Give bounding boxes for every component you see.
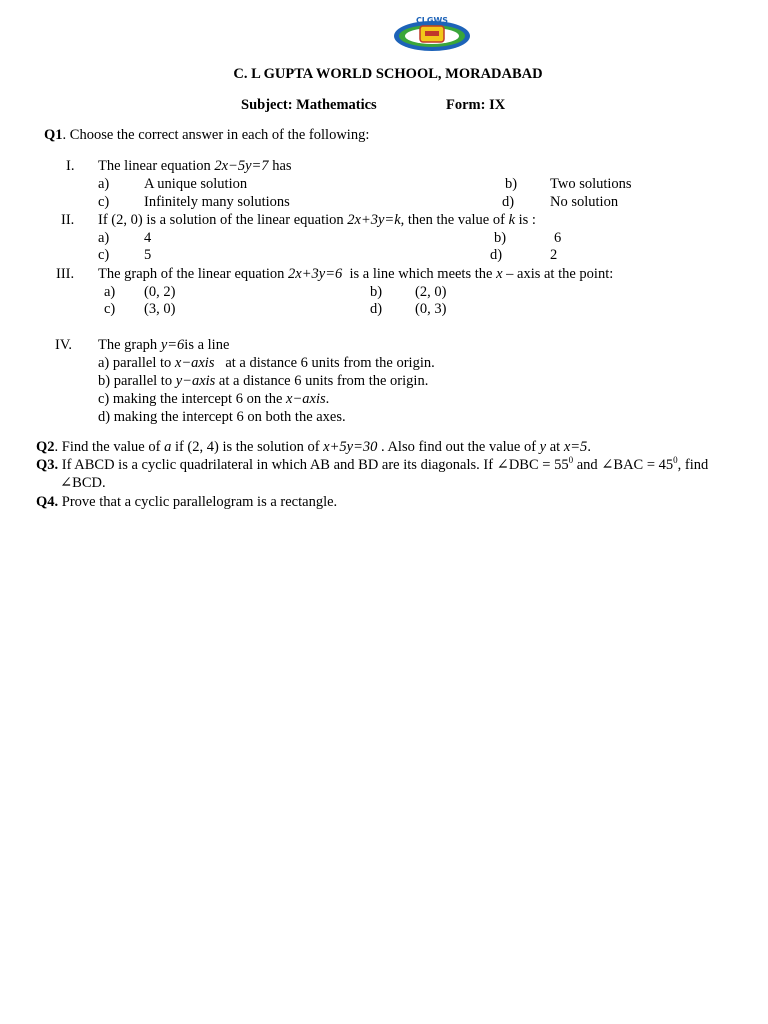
q1-ii-d-text: 2 — [550, 247, 558, 263]
q1-ii-a-text: 4 — [144, 230, 152, 246]
q1-i-b-text: Two solutions — [550, 176, 632, 192]
logo-text: CLGWS — [415, 16, 449, 25]
q2: Q2. Find the value of a if (2, 4) is the solution of x+5y=30 . Also find out the value of y at x=5. — [36, 439, 591, 455]
q1-iv-roman: IV. — [55, 337, 73, 353]
q1-i-d-text: No solution — [550, 194, 619, 210]
q1-i-c-text: Infinitely many solutions — [144, 194, 290, 210]
q1-iv-option-b: b) parallel to y−axis at a distance 6 units from the origin. — [98, 373, 429, 389]
q1-i-b-label: b) — [505, 176, 518, 192]
q1-iii-c-text: (3, 0) — [144, 301, 176, 317]
q1-iii-b-label: b) — [370, 284, 383, 300]
form-label: Form: IX — [446, 97, 506, 113]
q1-ii-b-label: b) — [494, 230, 507, 246]
school-name: C. L GUPTA WORLD SCHOOL, MORADABAD — [233, 66, 543, 82]
q1-ii-d-label: d) — [490, 247, 503, 263]
q1-ii-c-label: c) — [98, 247, 110, 263]
q1-iii-c-label: c) — [104, 301, 116, 317]
q1-ii-roman: II. — [61, 212, 75, 228]
q1-i-d-label: d) — [502, 194, 515, 210]
q1-ii-a-label: a) — [98, 230, 110, 246]
q3-line2: ∠BCD. — [60, 475, 106, 491]
q1-iii-a-text: (0, 2) — [144, 284, 176, 300]
q1-iii-d-text: (0, 3) — [415, 301, 447, 317]
q1-i-roman: I. — [66, 158, 75, 174]
q1-i-stem: The linear equation 2x−5y=7 has — [98, 158, 292, 174]
q4: Q4. Prove that a cyclic parallelogram is a rectangle. — [36, 494, 338, 510]
school-logo — [392, 14, 472, 52]
q1-heading: Q1. Choose the correct answer in each of the following: — [44, 127, 370, 143]
q1-iii-roman: III. — [56, 266, 75, 282]
q1-i-a-text: A unique solution — [144, 176, 248, 192]
q3: Q3. If ABCD is a cyclic quadrilateral in which AB and BD are its diagonals. If ∠DBC = $55^0$ and ∠BAC = $45^0$, find — [36, 455, 709, 473]
q1-ii-stem: If (2, 0) is a solution of the linear equation 2x+3y=k, then the value of k is : — [98, 212, 536, 228]
q1-iii-a-label: a) — [104, 284, 116, 300]
subject-label: Subject: Mathematics — [241, 97, 377, 113]
q1-iv-option-d: d) making the intercept 6 on both the axes. — [98, 409, 346, 425]
q1-iv-option-c: c) making the intercept 6 on the x−axis. — [98, 391, 330, 407]
q1-i-a-label: a) — [98, 176, 110, 192]
q1-iii-stem: The graph of the linear equation 2x+3y=6 is a line which meets the x – axis at the point: — [98, 266, 614, 282]
q1-i-c-label: c) — [98, 194, 110, 210]
q1-ii-b-text: 6 — [554, 230, 562, 246]
q1-iv-option-a: a) parallel to x−axis at a distance 6 units from the origin. — [98, 355, 435, 371]
q1-ii-c-text: 5 — [144, 247, 152, 263]
q1-iii-b-text: (2, 0) — [415, 284, 447, 300]
q1-iv-stem: The graph y=6is a line — [98, 337, 230, 353]
q1-iii-d-label: d) — [370, 301, 383, 317]
